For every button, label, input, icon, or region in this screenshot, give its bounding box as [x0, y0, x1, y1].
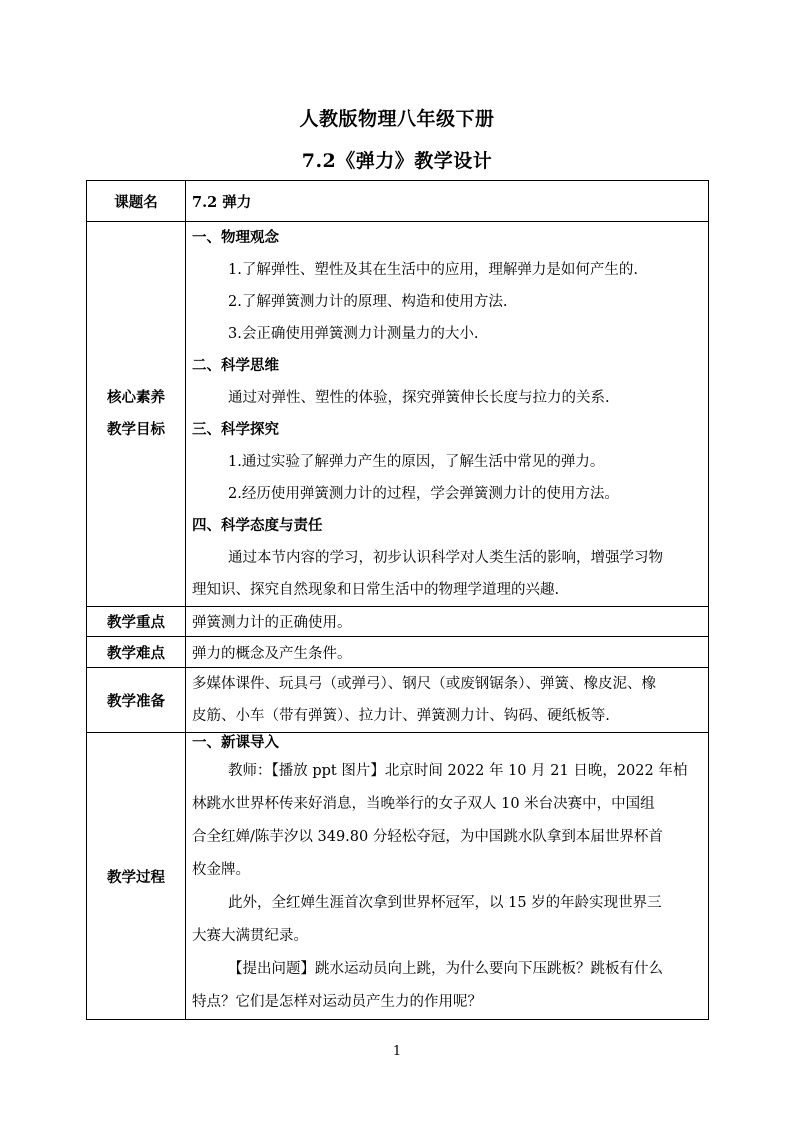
goals-line: 2.经历使用弹簧测力计的过程，学会弹簧测力计的使用方法。	[228, 486, 619, 502]
table-row-preparation	[87, 668, 709, 733]
process-line: 【提出问题】跳水运动员向上跳，为什么要向下压跳板？跳板有什么	[228, 961, 663, 977]
goals-heading-2: 二、科学思维	[192, 357, 279, 374]
topic-value-cell	[186, 181, 709, 222]
goals-heading-1: 一、物理观念	[192, 229, 279, 246]
table-row-topic	[87, 181, 709, 222]
table-row-process	[87, 733, 709, 1020]
topic-label: 课题名	[87, 181, 186, 222]
process-line: 枚金牌。	[192, 862, 250, 878]
goals-label-cell	[87, 222, 186, 607]
lesson-plan-table	[86, 180, 709, 1020]
document-subtitle: 7.2《弹力》教学设计	[301, 150, 493, 172]
process-line: 特点？它们是怎样对运动员产生力的作用呢？	[192, 994, 482, 1010]
goals-line: 理知识、探究自然现象和日常生活中的物理学道理的兴趣.	[192, 582, 560, 598]
document-title: 人教版物理八年级下册	[299, 108, 495, 130]
process-line: 林跳水世界杯传来好消息，当晚举行的女子双人 10 米台决赛中，中国组	[192, 796, 655, 812]
page-number: 1	[392, 1044, 402, 1059]
preparation-content	[186, 668, 709, 733]
goals-line: 1.通过实验了解弹力产生的原因，了解生活中常见的弹力。	[228, 454, 605, 470]
topic-value: 7.2 弹力	[192, 193, 252, 211]
key-point-label: 教学重点	[87, 607, 186, 637]
preparation-line: 多媒体课件、玩具弓（或弹弓）、钢尺（或废钢锯条）、弹簧、橡皮泥、橡	[192, 676, 656, 692]
table-row-difficulty	[87, 637, 709, 668]
goals-content	[186, 222, 709, 607]
key-point-value-cell	[186, 607, 709, 637]
table-row-goals	[87, 222, 709, 607]
goals-heading-3: 三、科学探究	[192, 421, 279, 438]
process-content	[186, 733, 709, 1020]
process-line: 教师：【播放 ppt 图片】北京时间 2022 年 10 月 21 日晚，2022 年柏	[228, 763, 688, 779]
process-line: 合全红婵/陈芋汐以 349.80 分轻松夺冠，为中国跳水队拿到本届世界杯首	[192, 829, 663, 845]
process-heading-1: 一、新课导入	[192, 734, 279, 751]
preparation-label: 教学准备	[87, 668, 186, 733]
process-line: 此外，全红婵生涯首次拿到世界杯冠军，以 15 岁的年龄实现世界三	[228, 895, 662, 911]
goals-label-line2: 教学目标	[107, 421, 165, 438]
table-row-key-point	[87, 607, 709, 637]
preparation-line: 皮筋、小车（带有弹簧）、拉力计、弹簧测力计、钩码、硬纸板等.	[192, 708, 610, 724]
difficulty-label: 教学难点	[87, 637, 186, 668]
difficulty-value-cell	[186, 637, 709, 668]
goals-line: 3.会正确使用弹簧测力计测量力的大小.	[228, 326, 479, 342]
goals-line: 通过本节内容的学习，初步认识科学对人类生活的影响，增强学习物	[228, 550, 663, 566]
goals-line: 通过对弹性、塑性的体验，探究弹簧伸长长度与拉力的关系.	[228, 390, 610, 406]
goals-heading-4: 四、科学态度与责任	[192, 517, 323, 534]
goals-line: 1.了解弹性、塑性及其在生活中的应用，理解弹力是如何产生的.	[228, 262, 638, 278]
key-point-value: 弹簧测力计的正确使用。	[192, 615, 352, 631]
process-label: 教学过程	[87, 733, 186, 1020]
goals-label-line1: 核心素养	[107, 389, 165, 406]
difficulty-value: 弹力的概念及产生条件。	[192, 645, 352, 662]
process-line: 大赛大满贯纪录。	[192, 928, 308, 944]
goals-line: 2.了解弹簧测力计的原理、构造和使用方法.	[228, 294, 508, 310]
